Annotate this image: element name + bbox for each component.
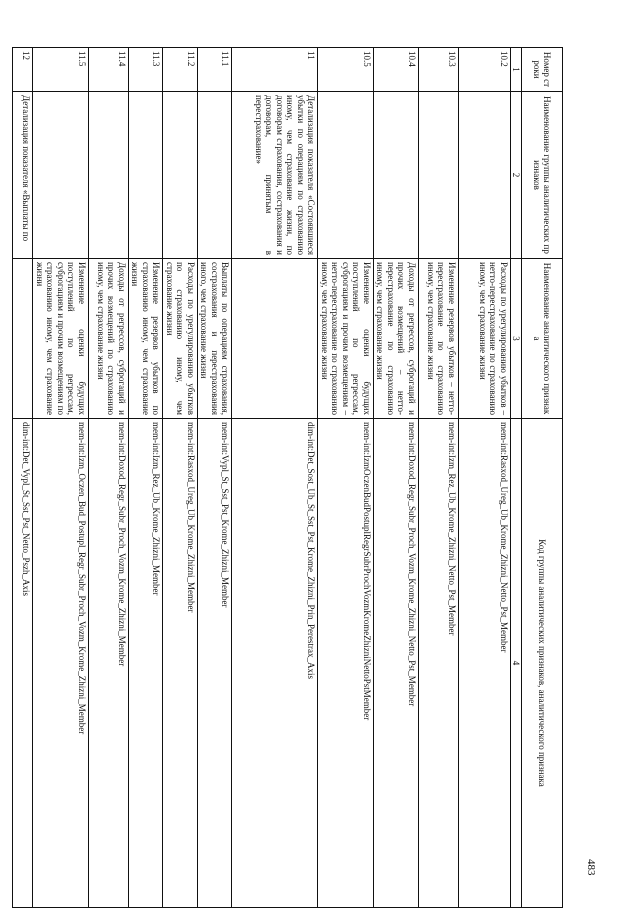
rotated-table-container: [21, 47, 563, 907]
code-cell: mem-int:IzmOczenBudPostuplRegrSubrProchVozmKromeZhizniNettoPstMember: [318, 419, 374, 908]
row-number-cell: 11.1: [198, 48, 233, 92]
group-name-cell: [459, 92, 511, 259]
row-number-cell: 11.4: [89, 48, 129, 92]
column-number: 2: [511, 92, 522, 259]
code-cell: mem-int:Doxod_Regr_Subr_Proch_Vozm_Krome_Zhizni_Member: [89, 419, 129, 908]
row-number-cell: 10.2: [459, 48, 511, 92]
row-number-cell: 11.5: [33, 48, 89, 92]
group-name-cell: Детализация показателя «Состоявшиеся убытки по операциям по страхованию иному, чем страхование жизни, по договорам страхования, сострахования и договорам, принятым в перестрахование»: [232, 92, 318, 259]
code-cell: mem-int:Rasxod_Ureg_Ub_Krome_Zhizni_Netto_Pst_Member: [459, 419, 511, 908]
code-cell: dim-int:Det_Vypl_St_Sst_Pst_Netto_Pszh_Axis: [13, 419, 33, 908]
code-cell: dim-int:Det_Sost_Ub_St_Sst_Pst_Krome_Zhizni_Prin_Perestrax_Axis: [232, 419, 318, 908]
group-name-cell: [129, 92, 164, 259]
code-cell: mem-int:Izm_Rez_Ub_Krome_Zhizni_Member: [129, 419, 164, 908]
attribute-name-cell: [232, 259, 318, 419]
group-name-cell: [89, 92, 129, 259]
row-number-cell: 10.4: [374, 48, 419, 92]
code-cell: mem-int:Rasxod_Ureg_Ub_Krome_Zhizni_Member: [163, 419, 198, 908]
header-code: Код группы аналитических признаков, аналитического признака: [522, 419, 563, 908]
group-name-cell: [374, 92, 419, 259]
table-row: [89, 48, 129, 908]
column-number: 3: [511, 259, 522, 419]
column-number: 1: [511, 48, 522, 92]
table-body: [13, 48, 511, 908]
code-cell: mem-int:Izm_Rez_Ub_Krome_Zhizni_Netto_Pst_Member: [419, 419, 459, 908]
table-row: [374, 48, 419, 908]
table-row: [13, 48, 33, 908]
row-number-cell: 10.5: [318, 48, 374, 92]
page-number: 483: [585, 859, 597, 876]
table-row: [419, 48, 459, 908]
attribute-name-cell: Изменение резервов убытков по страхованию иному, чем страхование жизни: [129, 259, 164, 419]
attribute-name-cell: Выплаты по операциям страхования, сострахования и перестрахования иного, чем страхование жизни: [198, 259, 233, 419]
table-row: [198, 48, 233, 908]
table-row: [318, 48, 374, 908]
column-number: 4: [511, 419, 522, 908]
attribute-name-cell: Изменение оценки будущих поступлений по регрессам, суброгациям и прочим возмещениям по страхованию иному, чем страхование жизни: [33, 259, 89, 419]
table-header-row: [522, 48, 563, 908]
table-row: [232, 48, 318, 908]
attribute-name-cell: Доходы от регрессов, суброгаций и прочих возмещений по страхованию иному, чем страхование жизни: [89, 259, 129, 419]
table-row: [33, 48, 89, 908]
group-name-cell: [419, 92, 459, 259]
group-name-cell: Детализация показателя «Выплаты по: [13, 92, 33, 259]
attribute-name-cell: Изменение резервов убытков – нетто-перестрахование по страхованию иному, чем страхование жизни: [419, 259, 459, 419]
code-cell: mem-int:Vypl_St_Sst_Pst_Krome_Zhizni_Member: [198, 419, 233, 908]
group-name-cell: [33, 92, 89, 259]
code-cell: mem-int:Izm_Oczen_Bud_Postupl_Regr_Subr_Proch_Vozm_Krome_Zhizni_Member: [33, 419, 89, 908]
row-number-cell: 11.2: [163, 48, 198, 92]
header-row-number: Номер строки: [522, 48, 563, 92]
attribute-name-cell: Расходы по урегулированию убытков по страхованию иному, чем страхование жизни: [163, 259, 198, 419]
row-number-cell: 12: [13, 48, 33, 92]
header-attribute-name: Наименование аналитического признака: [522, 259, 563, 419]
header-group-name: Наименование группы аналитических признаков: [522, 92, 563, 259]
row-number-cell: 10.3: [419, 48, 459, 92]
column-number-row: [511, 48, 522, 908]
attribute-name-cell: Доходы от регрессов, суброгаций и прочих возмещений – нетто-перестрахование по страхованию иному, чем страхование жизни: [374, 259, 419, 419]
attribute-name-cell: [13, 259, 33, 419]
group-name-cell: [318, 92, 374, 259]
table-row: [459, 48, 511, 908]
attribute-name-cell: Расходы по урегулированию убытков – нетто-перестрахование по страхованию иному, чем страхование жизни: [459, 259, 511, 419]
table-row: [163, 48, 198, 908]
code-cell: mem-int:Doxod_Regr_Subr_Proch_Vozm_Krome_Zhizni_Netto_Pst_Member: [374, 419, 419, 908]
group-name-cell: [198, 92, 233, 259]
attribute-name-cell: Изменение оценки будущих поступлений по регрессам, суброгациям и прочим возмещениям – нетто-перестрахование по страхованию иному, чем страхование жизни: [318, 259, 374, 419]
row-number-cell: 11.3: [129, 48, 164, 92]
attributes-table: [13, 47, 564, 908]
table-row: [129, 48, 164, 908]
group-name-cell: [163, 92, 198, 259]
row-number-cell: 11: [232, 48, 318, 92]
